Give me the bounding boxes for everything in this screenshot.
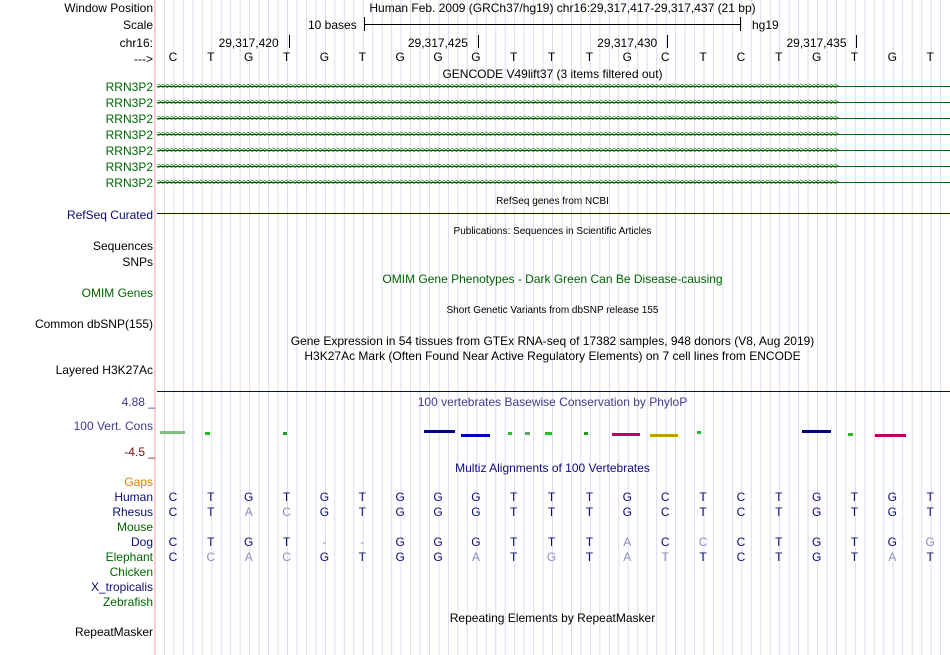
phylop-score-mark	[697, 431, 701, 434]
phylop-score-mark	[584, 432, 588, 435]
sequence-base: C	[168, 50, 178, 64]
phylop-score-mark	[461, 434, 490, 437]
gencode-title: GENCODE V49lift37 (3 items filtered out)	[442, 67, 663, 81]
gtex-title: Gene Expression in 54 tissues from GTEx RNA-seq of 17382 samples, 948 donors (V8, Aug 2019)	[290, 334, 815, 348]
phylop-score-mark	[283, 432, 287, 435]
aligned-base: C	[736, 505, 746, 519]
sequence-base: T	[775, 50, 783, 64]
aligned-base: G	[319, 550, 330, 564]
aligned-base: T	[207, 490, 215, 504]
phylop-score-mark	[545, 432, 552, 435]
aligned-base: T	[661, 550, 669, 564]
window-position-label: Window Position	[64, 1, 153, 15]
species-label[interactable]: Mouse	[116, 520, 153, 534]
phylop-score-mark	[160, 431, 185, 434]
aligned-base: G	[811, 550, 822, 564]
omim-label[interactable]: OMIM Genes	[81, 286, 153, 300]
aligned-base: T	[510, 490, 518, 504]
aligned-base: G	[925, 535, 935, 549]
species-label[interactable]: X_tropicalis	[90, 580, 153, 594]
publications-title: Publications: Sequences in Scientific Articles	[453, 226, 652, 237]
sequence-base: C	[736, 50, 746, 64]
aligned-base: G	[244, 490, 254, 504]
aligned-base: T	[926, 490, 934, 504]
h3k27-label[interactable]: Layered H3K27Ac	[55, 363, 153, 377]
phylop-score-mark	[612, 433, 640, 436]
aligned-base: G	[471, 535, 481, 549]
sequence-base: T	[585, 50, 594, 64]
aligned-base: -	[360, 535, 365, 549]
dbsnp-title: Short Genetic Variants from dbSNP release 155	[446, 305, 659, 316]
coordinate-tick: 29,317,435	[786, 36, 847, 50]
repeatmasker-title: Repeating Elements by RepeatMasker	[449, 611, 656, 625]
species-label[interactable]: Elephant	[105, 550, 153, 564]
aligned-base: T	[585, 535, 594, 549]
aligned-base: G	[433, 535, 443, 549]
aligned-base: G	[395, 490, 405, 504]
scale-bar	[364, 17, 741, 31]
gene-label[interactable]: RRN3P2	[105, 80, 153, 94]
aligned-base: T	[358, 550, 366, 564]
aligned-base: G	[887, 505, 897, 519]
coordinate-tick: 29,317,420	[218, 36, 279, 50]
strand-arrows: >>>>>>>>>>>>>>>>>>>>>>>>>>>>>>>>>>>>>>>>>>>>>>>>>>>>>>>>>>>>>>>>>>>>>>>>>>>>>>>>>>>>>>>>>>>>>>>>>>>>>>>>>>>>>>>>>>>>>>>>>>>>>>>>>>>>>>>>>>>>>>>>>>>>>>>>>>>>>>>>	[157, 81, 838, 91]
aligned-base: C	[660, 535, 670, 549]
aligned-base: T	[926, 550, 934, 564]
refseq-line	[157, 213, 950, 214]
coordinate-tick-mark	[856, 35, 857, 48]
aligned-base: C	[282, 550, 291, 564]
sequence-base: T	[699, 50, 707, 64]
aligned-base: C	[736, 535, 746, 549]
aligned-base: T	[775, 490, 783, 504]
species-label[interactable]: Chicken	[109, 565, 153, 579]
aligned-base: G	[811, 490, 822, 504]
aligned-base: T	[358, 490, 366, 504]
strand-arrows: >>>>>>>>>>>>>>>>>>>>>>>>>>>>>>>>>>>>>>>>>>>>>>>>>>>>>>>>>>>>>>>>>>>>>>>>>>>>>>>>>>>>>>>>>>>>>>>>>>>>>>>>>>>>>>>>>>>>>>>>>>>>>>>>>>>>>>>>>>>>>>>>>>>>>>>>>>>>>>>>	[157, 177, 838, 187]
aligned-base: G	[811, 535, 822, 549]
refseq-title: RefSeq genes from NCBI	[496, 196, 609, 207]
aligned-base: C	[168, 505, 178, 519]
aligned-base: G	[395, 550, 405, 564]
aligned-base: -	[322, 535, 327, 549]
aligned-base: G	[319, 505, 330, 519]
aligned-base: T	[585, 550, 594, 564]
snps-label[interactable]: SNPs	[122, 255, 153, 269]
coordinate-tick: 29,317,425	[407, 36, 468, 50]
phylop-wiggle	[0, 420, 950, 444]
sequence-base: T	[282, 50, 291, 64]
aligned-base: G	[811, 505, 822, 519]
aligned-base: C	[660, 490, 670, 504]
sequence-base: C	[660, 50, 670, 64]
conservation-label[interactable]: 100 Vert. Cons	[73, 419, 153, 433]
aligned-base: G	[433, 505, 443, 519]
aligned-base: T	[699, 490, 707, 504]
aligned-base: C	[660, 505, 670, 519]
conservation-title: 100 vertebrates Basewise Conservation by PhyloP	[417, 395, 688, 409]
sequence-base: T	[547, 50, 556, 64]
aligned-base: G	[433, 490, 443, 504]
aligned-base: G	[887, 490, 897, 504]
h3k27-baseline	[157, 391, 950, 392]
sequence-base: T	[850, 50, 859, 64]
species-label[interactable]: Dog	[130, 535, 153, 549]
aligned-base: A	[244, 550, 253, 564]
aligned-base: T	[775, 505, 783, 519]
gene-label[interactable]: RRN3P2	[105, 176, 153, 190]
scale-text: 10 bases	[308, 18, 357, 32]
aligned-base: T	[850, 550, 859, 564]
sequence-base: G	[811, 50, 822, 64]
aligned-base: A	[888, 550, 897, 564]
sequence-base: T	[207, 50, 215, 64]
sequence-base: G	[471, 50, 481, 64]
aligned-base: T	[850, 490, 859, 504]
aligned-base: T	[510, 535, 518, 549]
strand-arrow-label[interactable]: --->	[134, 52, 153, 66]
phylop-score-mark	[650, 434, 678, 437]
aligned-base: G	[395, 535, 405, 549]
phylop-score-mark	[424, 430, 455, 433]
aligned-base: G	[433, 550, 443, 564]
aligned-base: T	[850, 535, 859, 549]
sequence-base: T	[358, 50, 366, 64]
strand-arrows: >>>>>>>>>>>>>>>>>>>>>>>>>>>>>>>>>>>>>>>>>>>>>>>>>>>>>>>>>>>>>>>>>>>>>>>>>>>>>>>>>>>>>>>>>>>>>>>>>>>>>>>>>>>>>>>>>>>>>>>>>>>>>>>>>>>>>>>>>>>>>>>>>>>>>>>>>>>>>>>>	[157, 97, 838, 107]
sequence-base: G	[244, 50, 254, 64]
gene-label[interactable]: RRN3P2	[105, 160, 153, 174]
aligned-base: T	[585, 505, 594, 519]
scale-label: Scale	[122, 18, 153, 32]
aligned-base: T	[699, 550, 707, 564]
aligned-base: T	[850, 505, 859, 519]
coordinate-tick-mark	[667, 35, 668, 48]
aligned-base: T	[547, 505, 556, 519]
aligned-base: G	[546, 550, 557, 564]
phylop-score-mark	[525, 432, 530, 435]
gaps-label: Gaps	[124, 475, 153, 489]
aligned-base: T	[510, 505, 518, 519]
position-title: Human Feb. 2009 (GRCh37/hg19) chr16:29,317,417-29,317,437 (21 bp)	[369, 1, 756, 15]
coordinate-tick-mark	[478, 35, 479, 48]
aligned-base: A	[471, 550, 480, 564]
phylop-score-mark	[848, 433, 853, 436]
refseq-label[interactable]: RefSeq Curated	[66, 208, 153, 222]
conservation-min: -4.5 _	[124, 445, 155, 459]
strand-arrows: >>>>>>>>>>>>>>>>>>>>>>>>>>>>>>>>>>>>>>>>>>>>>>>>>>>>>>>>>>>>>>>>>>>>>>>>>>>>>>>>>>>>>>>>>>>>>>>>>>>>>>>>>>>>>>>>>>>>>>>>>>>>>>>>>>>>>>>>>>>>>>>>>>>>>>>>>>>>>>>>	[157, 161, 838, 171]
species-label[interactable]: Rhesus	[112, 505, 153, 519]
multiz-title: Multiz Alignments of 100 Vertebrates	[455, 461, 650, 475]
aligned-base: T	[207, 505, 215, 519]
aligned-base: C	[736, 550, 746, 564]
aligned-base: T	[207, 535, 215, 549]
sequence-base: G	[887, 50, 897, 64]
phylop-score-mark	[875, 434, 906, 437]
aligned-base: T	[547, 490, 556, 504]
aligned-base: G	[244, 535, 254, 549]
aligned-base: T	[282, 490, 291, 504]
aligned-base: C	[168, 490, 178, 504]
species-label[interactable]: Zebrafish	[102, 595, 153, 609]
aligned-base: A	[623, 535, 632, 549]
aligned-base: G	[887, 535, 897, 549]
sequence-base: G	[395, 50, 405, 64]
aligned-base: C	[282, 505, 291, 519]
dbsnp-label[interactable]: Common dbSNP(155)	[34, 317, 153, 331]
aligned-base: T	[282, 535, 291, 549]
aligned-base: G	[395, 505, 405, 519]
species-label[interactable]: Human	[114, 490, 153, 504]
gene-label[interactable]: RRN3P2	[105, 112, 153, 126]
strand-arrows: >>>>>>>>>>>>>>>>>>>>>>>>>>>>>>>>>>>>>>>>>>>>>>>>>>>>>>>>>>>>>>>>>>>>>>>>>>>>>>>>>>>>>>>>>>>>>>>>>>>>>>>>>>>>>>>>>>>>>>>>>>>>>>>>>>>>>>>>>>>>>>>>>>>>>>>>>>>>>>>>	[157, 113, 838, 123]
coordinate-tick-mark	[289, 35, 290, 48]
aligned-base: A	[244, 505, 253, 519]
gene-label[interactable]: RRN3P2	[105, 96, 153, 110]
gene-label[interactable]: RRN3P2	[105, 144, 153, 158]
coordinate-tick: 29,317,430	[597, 36, 658, 50]
aligned-base: G	[319, 490, 330, 504]
aligned-base: G	[471, 505, 481, 519]
aligned-base: C	[168, 535, 178, 549]
phylop-score-mark	[508, 432, 512, 435]
aligned-base: G	[622, 490, 632, 504]
sequence-base: T	[926, 50, 934, 64]
strand-arrows: >>>>>>>>>>>>>>>>>>>>>>>>>>>>>>>>>>>>>>>>>>>>>>>>>>>>>>>>>>>>>>>>>>>>>>>>>>>>>>>>>>>>>>>>>>>>>>>>>>>>>>>>>>>>>>>>>>>>>>>>>>>>>>>>>>>>>>>>>>>>>>>>>>>>>>>>>>>>>>>>	[157, 129, 838, 139]
aligned-base: T	[775, 535, 783, 549]
aligned-base: T	[547, 535, 556, 549]
aligned-base: A	[623, 550, 632, 564]
sequence-base: G	[622, 50, 632, 64]
h3k27-title: H3K27Ac Mark (Often Found Near Active Regulatory Elements) on 7 cell lines from ENCODE	[304, 349, 801, 363]
aligned-base: G	[471, 490, 481, 504]
aligned-base: C	[206, 550, 216, 564]
sequence-base: T	[510, 50, 518, 64]
aligned-base: C	[698, 535, 708, 549]
aligned-base: C	[736, 490, 746, 504]
aligned-base: T	[510, 550, 518, 564]
repeatmasker-label[interactable]: RepeatMasker	[74, 625, 153, 639]
aligned-base: T	[775, 550, 783, 564]
gene-label[interactable]: RRN3P2	[105, 128, 153, 142]
sequence-base: G	[433, 50, 443, 64]
aligned-base: G	[622, 505, 632, 519]
phylop-score-mark	[802, 430, 831, 433]
omim-title: OMIM Gene Phenotypes - Dark Green Can Be Disease-causing	[382, 272, 723, 286]
sequence-base: G	[319, 50, 330, 64]
sequences-label[interactable]: Sequences	[92, 239, 153, 253]
phylop-score-mark	[205, 432, 210, 435]
conservation-max: 4.88 _	[121, 395, 155, 409]
aligned-base: T	[585, 490, 594, 504]
aligned-base: T	[699, 505, 707, 519]
aligned-base: T	[926, 505, 934, 519]
aligned-base: T	[358, 505, 366, 519]
strand-arrows: >>>>>>>>>>>>>>>>>>>>>>>>>>>>>>>>>>>>>>>>>>>>>>>>>>>>>>>>>>>>>>>>>>>>>>>>>>>>>>>>>>>>>>>>>>>>>>>>>>>>>>>>>>>>>>>>>>>>>>>>>>>>>>>>>>>>>>>>>>>>>>>>>>>>>>>>>>>>>>>>	[157, 145, 838, 155]
scale-assembly: hg19	[752, 18, 779, 32]
aligned-base: C	[168, 550, 178, 564]
chromosome-label: chr16:	[119, 36, 153, 50]
